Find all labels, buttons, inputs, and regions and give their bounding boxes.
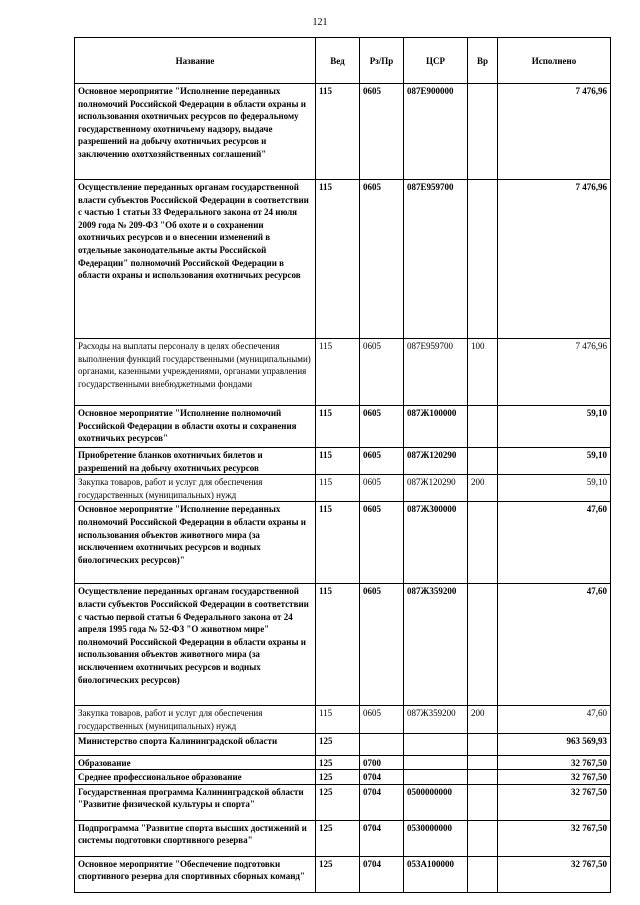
cell-csr: 0530000000 [404,820,468,856]
cell-csr: 087Е900000 [404,84,468,180]
table-row [75,502,611,584]
table-row [75,706,611,733]
cell-rzpr: 0605 [360,448,404,475]
cell-ved: 125 [316,784,360,820]
cell-done: 59,10 [498,448,611,475]
cell-vr [468,770,498,785]
cell-vr [468,784,498,820]
table-row [75,180,611,339]
cell-name: Министерство спорта Калининградской области [75,733,316,755]
cell-ved: 115 [316,584,360,706]
header-ved: Вед [316,38,360,84]
table-row [75,770,611,785]
cell-ved: 115 [316,706,360,733]
cell-vr [468,755,498,770]
table-row [75,339,611,406]
table-row [75,784,611,820]
table-row [75,733,611,755]
cell-name: Основное мероприятие "Исполнение полномочий Российской Федерации в области охоты и сохранения охотничьих ресурсов" [75,406,316,448]
cell-name: Основное мероприятие "Обеспечение подготовки спортивного резерва для спортивных сборных команд" [75,856,316,892]
table-header-row [75,38,611,84]
cell-done: 59,10 [498,406,611,448]
header-vr: Вр [468,38,498,84]
table-body [75,84,611,893]
cell-vr [468,406,498,448]
cell-csr: 087Е959700 [404,180,468,339]
cell-done: 47,60 [498,706,611,733]
cell-rzpr: 0700 [360,755,404,770]
cell-name: Закупка товаров, работ и услуг для обеспечения государственных (муниципальных) нужд [75,475,316,502]
cell-ved: 115 [316,475,360,502]
cell-rzpr: 0704 [360,784,404,820]
cell-csr [404,770,468,785]
cell-name: Осуществление переданных органам государственной власти субъектов Российской Федерации в соответствии с частью первой статьи 6 Федерального закона от 24 апреля 1995 года № 52-ФЗ "О животном мире" полномочий Российской Федерации в области охраны и использования объектов животного мира (за исключением охотничьих ресурсов и водных биологических ресурсов) [75,584,316,706]
cell-done: 963 569,93 [498,733,611,755]
cell-csr: 087Е959700 [404,339,468,406]
cell-csr: 053А100000 [404,856,468,892]
cell-name: Осуществление переданных органам государственной власти субъектов Российской Федерации в соответствии с частью 1 статьи 33 Федерального закона от 24 июля 2009 года № 209-ФЗ "Об охоте и о сохранении охотничьих ресурсов и о внесении изменений в отдельные законодательные акты Российской Федерации" полномочий Российской Федерации в области охраны и использования охотничьих ресурсов [75,180,316,339]
header-rzpr: Рз/Пр [360,38,404,84]
cell-name: Государственная программа Калининградской области "Развитие физической культуры и спорта" [75,784,316,820]
cell-vr [468,584,498,706]
cell-csr: 087Ж100000 [404,406,468,448]
cell-vr: 200 [468,706,498,733]
cell-vr [468,856,498,892]
cell-csr: 087Ж120290 [404,475,468,502]
cell-vr [468,502,498,584]
cell-done: 32 767,50 [498,820,611,856]
header-done: Исполнено [498,38,611,84]
cell-rzpr: 0704 [360,856,404,892]
table-row [75,84,611,180]
cell-rzpr: 0605 [360,406,404,448]
table-row [75,448,611,475]
page-number: 121 [312,17,328,28]
cell-done: 47,60 [498,584,611,706]
cell-rzpr: 0704 [360,820,404,856]
cell-done: 32 767,50 [498,784,611,820]
cell-csr: 087Ж359200 [404,584,468,706]
cell-csr [404,733,468,755]
table-row [75,475,611,502]
table-row [75,755,611,770]
cell-name: Подпрограмма "Развитие спорта высших достижений и системы подготовки спортивного резерва" [75,820,316,856]
cell-csr: 087Ж120290 [404,448,468,475]
cell-done: 32 767,50 [498,770,611,785]
cell-rzpr: 0605 [360,706,404,733]
cell-rzpr: 0704 [360,770,404,785]
cell-name: Основное мероприятие "Исполнение переданных полномочий Российской Федерации в области охраны и использования охотничьих ресурсов по федеральному государственному охотничьему надзору, выдаче разрешений на добычу охотничьих ресурсов и заключению охотхозяйственных соглашений" [75,84,316,180]
cell-vr [468,180,498,339]
cell-name: Образование [75,755,316,770]
cell-ved: 115 [316,406,360,448]
cell-vr: 200 [468,475,498,502]
cell-name: Среднее профессиональное образование [75,770,316,785]
cell-ved: 125 [316,770,360,785]
header-name: Название [75,38,316,84]
cell-done: 7 476,96 [498,84,611,180]
cell-done: 7 476,96 [498,339,611,406]
cell-vr [468,448,498,475]
cell-rzpr: 0605 [360,84,404,180]
cell-vr [468,820,498,856]
cell-rzpr: 0605 [360,180,404,339]
cell-ved: 115 [316,180,360,339]
cell-rzpr: 0605 [360,502,404,584]
budget-table [74,37,611,893]
table-row [75,584,611,706]
cell-ved: 125 [316,856,360,892]
cell-ved: 115 [316,502,360,584]
cell-name: Закупка товаров, работ и услуг для обеспечения государственных (муниципальных) нужд [75,706,316,733]
cell-csr: 087Ж300000 [404,502,468,584]
cell-done: 59,10 [498,475,611,502]
cell-csr: 0500000000 [404,784,468,820]
cell-done: 32 767,50 [498,856,611,892]
cell-rzpr: 0605 [360,475,404,502]
cell-ved: 125 [316,820,360,856]
cell-ved: 115 [316,84,360,180]
cell-vr: 100 [468,339,498,406]
cell-name: Основное мероприятие "Исполнение переданных полномочий Российской Федерации в области охраны и использования объектов животного мира (за исключением охотничьих ресурсов и водных биологических ресурсов)" [75,502,316,584]
cell-rzpr: 0605 [360,584,404,706]
cell-vr [468,733,498,755]
cell-ved: 125 [316,733,360,755]
table-row [75,856,611,892]
cell-name: Приобретение бланков охотничьих билетов и разрешений на добычу охотничьих ресурсов [75,448,316,475]
cell-csr [404,755,468,770]
table-row [75,820,611,856]
cell-rzpr [360,733,404,755]
cell-ved: 115 [316,339,360,406]
cell-csr: 087Ж359200 [404,706,468,733]
cell-rzpr: 0605 [360,339,404,406]
table-row [75,406,611,448]
cell-ved: 125 [316,755,360,770]
cell-vr [468,84,498,180]
cell-done: 32 767,50 [498,755,611,770]
cell-done: 47,60 [498,502,611,584]
cell-ved: 115 [316,448,360,475]
header-csr: ЦСР [404,38,468,84]
cell-name: Расходы на выплаты персоналу в целях обеспечения выполнения функций государственными (муниципальными) органами, казенными учреждениями, органами управления государственными внебюджетными фондами [75,339,316,406]
cell-done: 7 476,96 [498,180,611,339]
